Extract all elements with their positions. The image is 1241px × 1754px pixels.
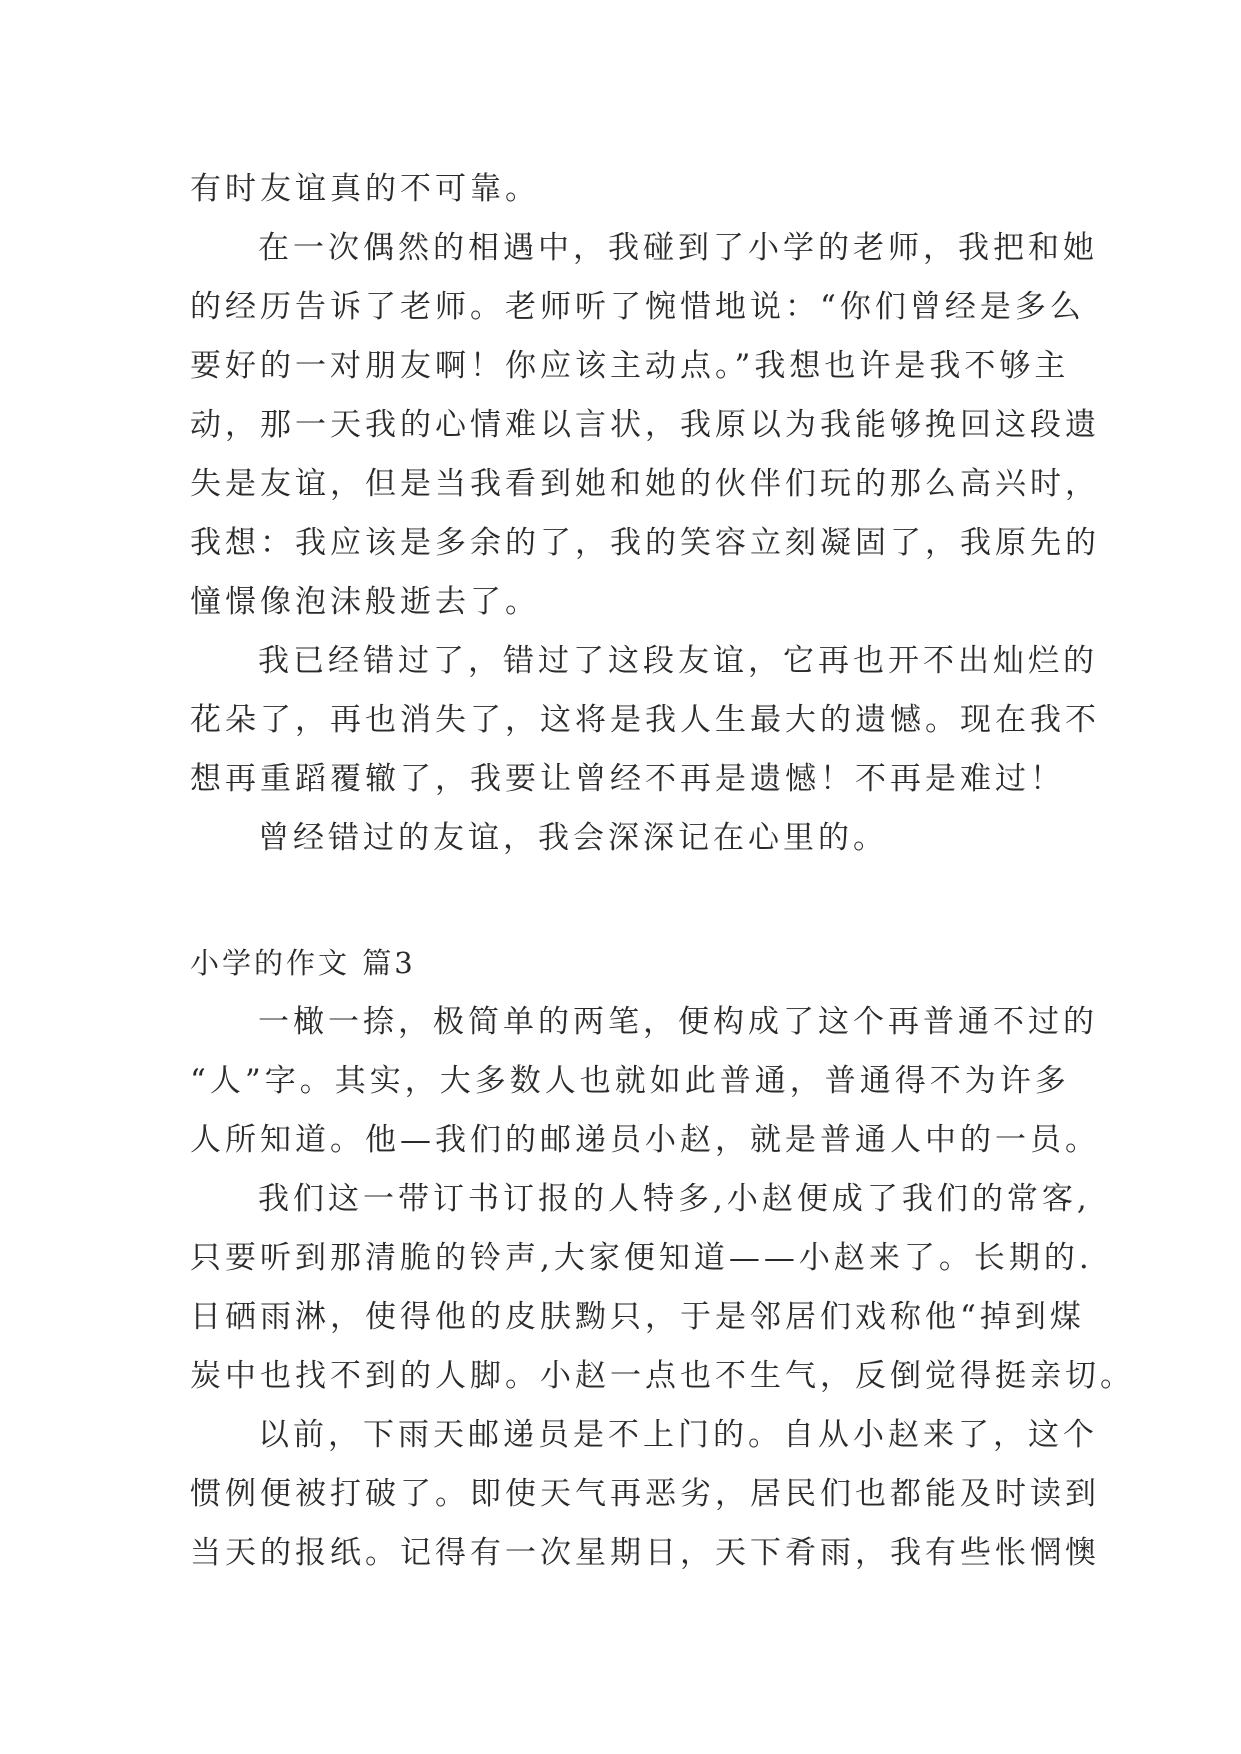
section-heading: 小学的作文 篇3	[190, 946, 416, 980]
paragraph-line: 炭中也找不到的人脚。小赵一点也不生气，反倒觉得挺亲切。	[190, 1358, 1135, 1394]
paragraph-line: 想再重蹈覆辙了，我要让曾经不再是遗憾！不再是难过！	[190, 761, 1065, 797]
paragraph-line: 一橄一捺，极简单的两笔，便构成了这个再普通不过的	[258, 1004, 1098, 1040]
paragraph-line: “人”字。其实，大多数人也就如此普通，普通得不为许多	[190, 1063, 1070, 1099]
paragraph-line: 失是友谊，但是当我看到她和她的伙伴们玩的那么高兴时，	[190, 466, 1100, 502]
paragraph-line: 在一次偶然的相遇中，我碰到了小学的老师，我把和她	[258, 230, 1098, 266]
document-body	[190, 160, 1135, 1583]
paragraph-line: 日硒雨淋，使得他的皮肤黝只，于是邻居们戏称他“掉到煤	[190, 1299, 1085, 1335]
paragraph-line: 当天的报纸。记得有一次星期日，天下肴雨，我有些怅惘懊	[190, 1535, 1100, 1571]
paragraph-line: 的经历告诉了老师。老师听了惋惜地说：“你们曾经是多么	[190, 289, 1085, 325]
paragraph-line: 要好的一对朋友啊！你应该主动点。”我想也许是我不够主	[190, 348, 1070, 384]
paragraph-line: 有时友谊真的不可靠。	[190, 171, 540, 207]
paragraph-line: 花朵了，再也消失了，这将是我人生最大的遗憾。现在我不	[190, 702, 1100, 738]
paragraph-line: 我已经错过了，错过了这段友谊，它再也开不出灿烂的	[258, 643, 1098, 679]
paragraph-line: 憧憬像泡沫般逝去了。	[190, 584, 540, 620]
paragraph-line: 我们这一带订书订报的人特多,小赵便成了我们的常客,	[258, 1181, 1091, 1217]
paragraph-line: 以前，下雨天邮递员是不上门的。自从小赵来了，这个	[258, 1417, 1098, 1453]
paragraph-line: 曾经错过的友谊，我会深深记在心里的。	[258, 820, 888, 856]
paragraph-line: 动，那一天我的心情难以言状，我原以为我能够挽回这段遗	[190, 407, 1100, 443]
section-gap	[190, 868, 1070, 934]
paragraph-line: 惯例便被打破了。即使天气再恶劣，居民们也都能及时读到	[190, 1476, 1100, 1512]
paragraph-line: 我想：我应该是多余的了，我的笑容立刻凝固了，我原先的	[190, 525, 1100, 561]
paragraph-line: 人所知道。他—我们的邮递员小赵，就是普通人中的一员。	[190, 1122, 1100, 1158]
paragraph-line: 只要听到那清脆的铃声,大家便知道——小赵来了。长期的.	[190, 1240, 1093, 1276]
